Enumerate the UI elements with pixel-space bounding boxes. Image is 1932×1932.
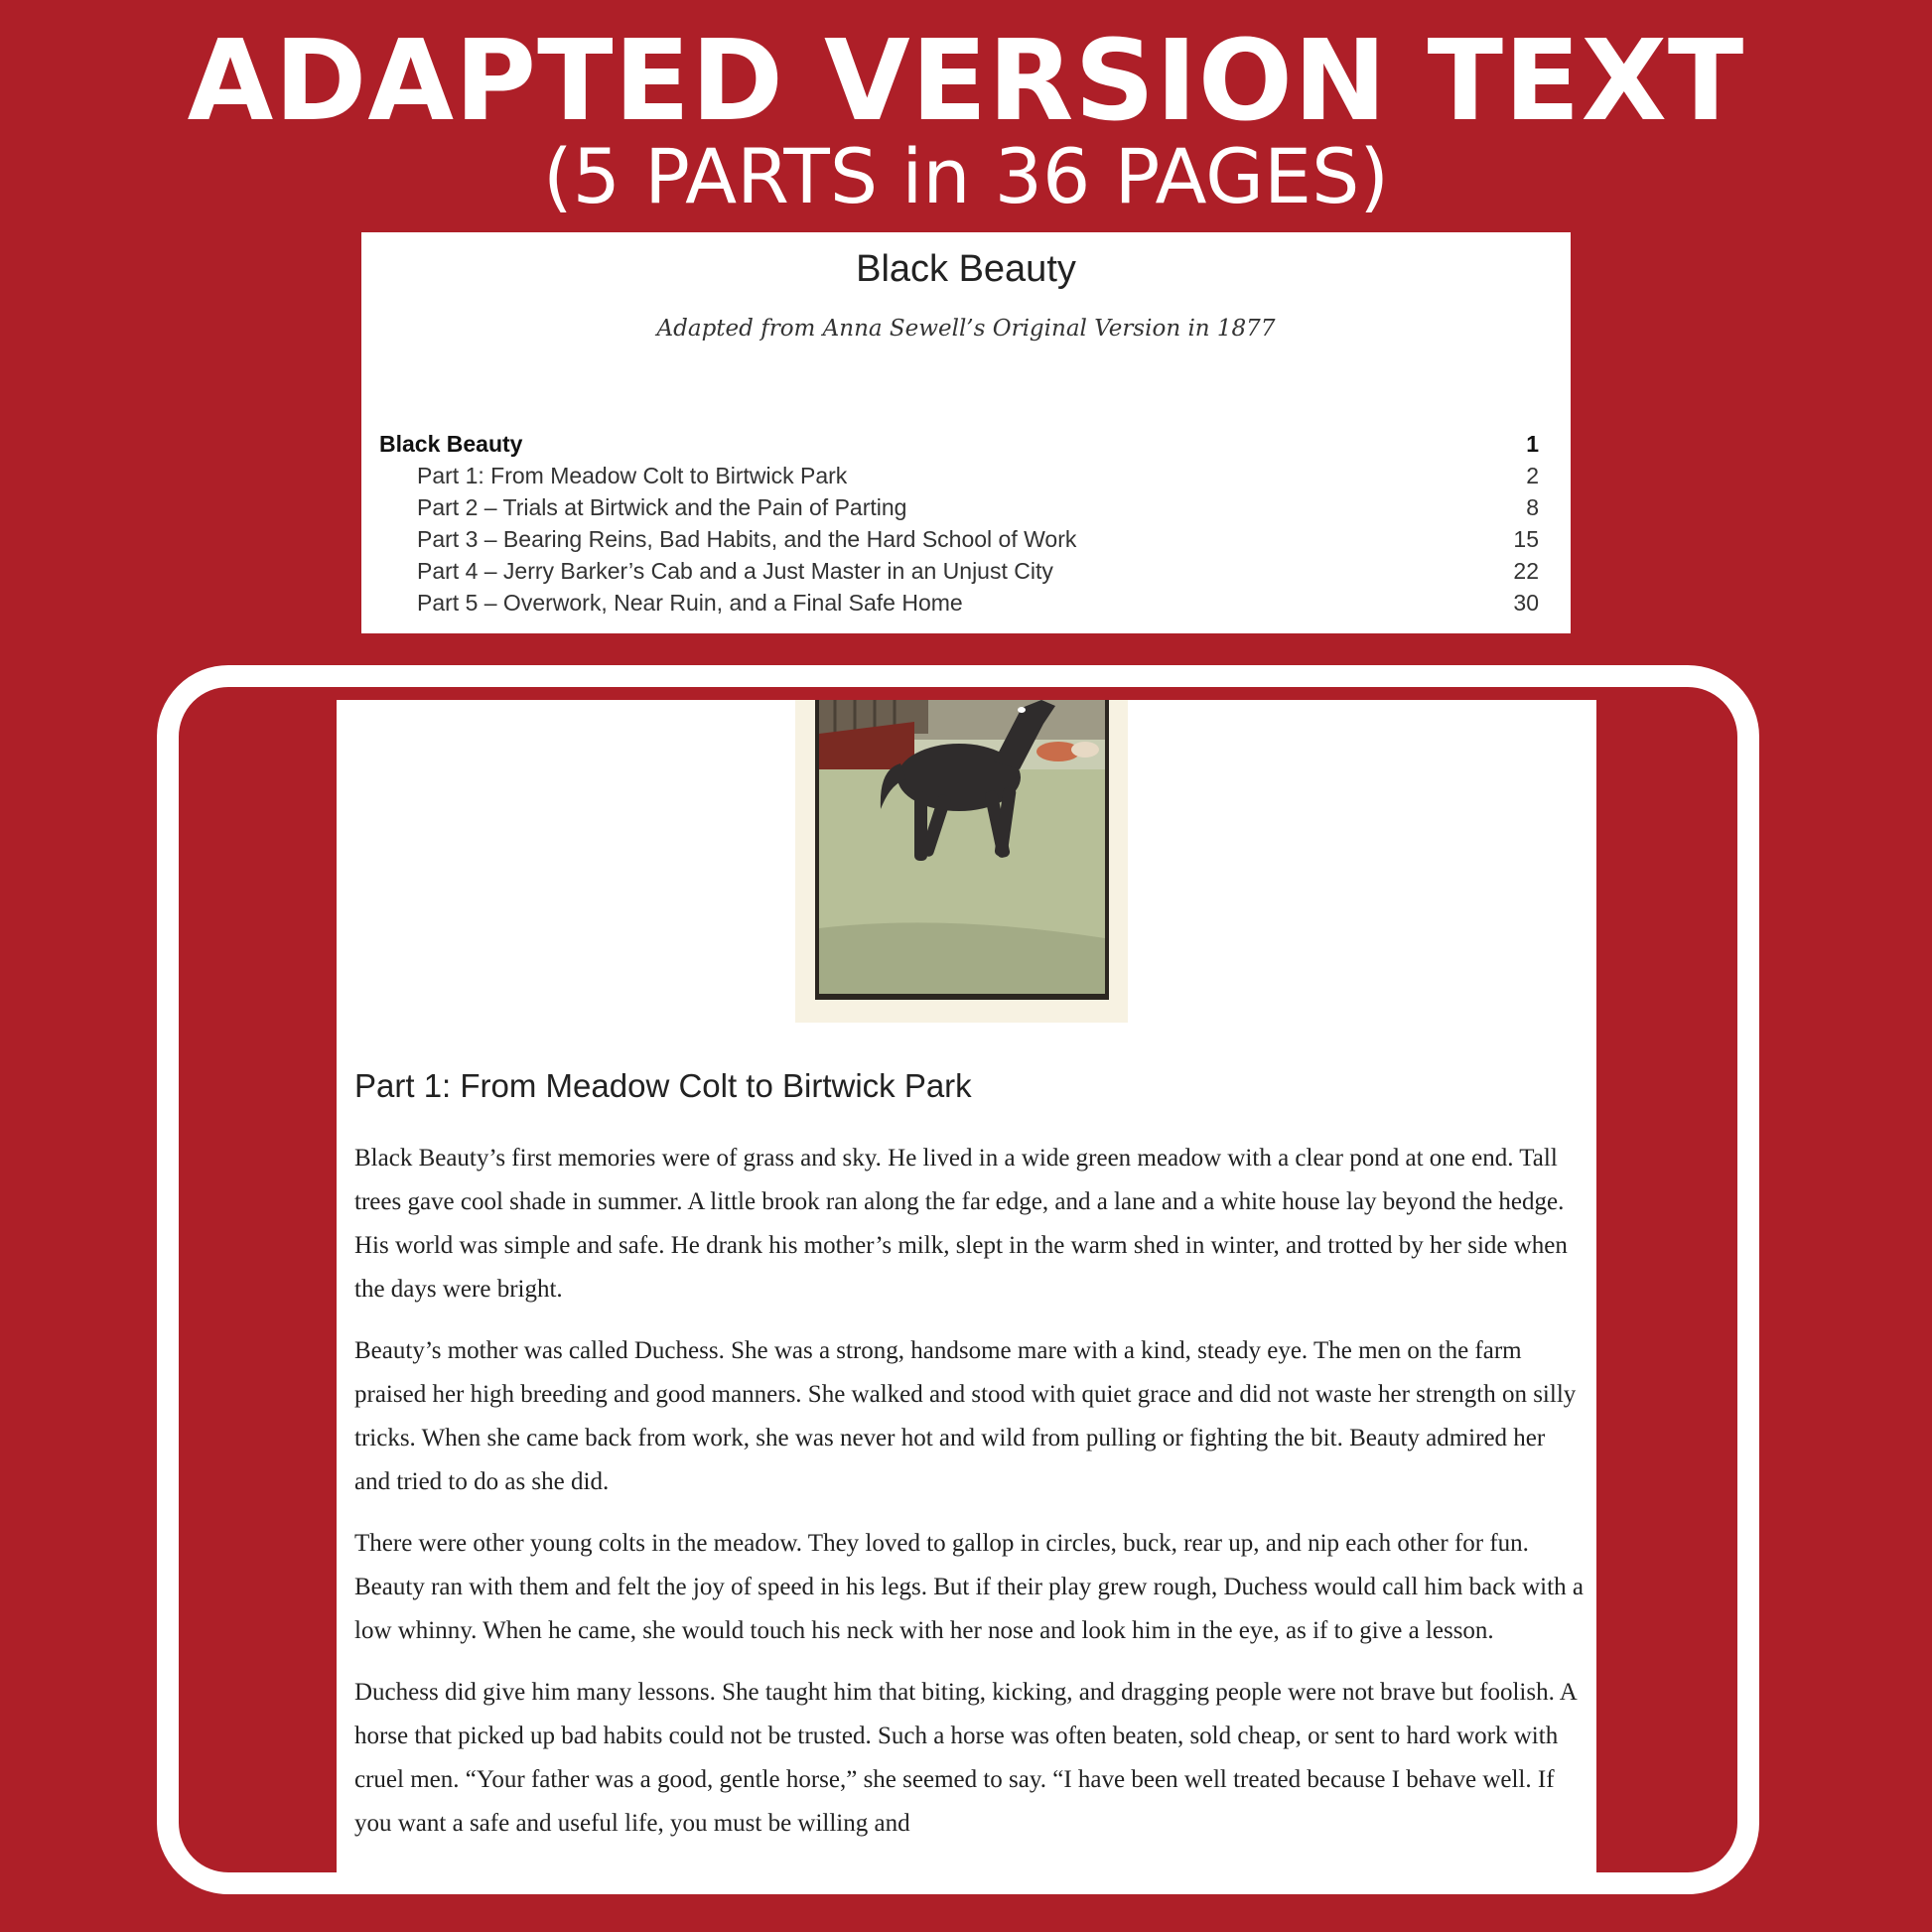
body-text [354, 1137, 1586, 1863]
toc-entry-title: Part 3 – Bearing Reins, Bad Habits, and the Hard School of Work [417, 526, 1077, 552]
toc-list [379, 428, 1553, 619]
toc-entry-part-5 [379, 587, 1553, 619]
toc-entry-page: 15 [1513, 526, 1539, 552]
paragraph: Beauty’s mother was called Duchess. She was a strong, handsome mare with a kind, steady eye. The men on the farm praised her high breeding and good manners. She walked and stood with quiet grace and did not waste her strength on silly tricks. When she came back from work, she was never hot and wild from pulling or fighting the bit. Beauty admired her and tried to do as she did. [354, 1337, 1577, 1495]
toc-entry-title: Part 2 – Trials at Birtwick and the Pain of Parting [417, 494, 907, 520]
headline: ADAPTED VERSION TEXT [187, 17, 1745, 146]
subheadline: (5 PARTS in 36 PAGES) [543, 132, 1389, 220]
document-title: Black Beauty [856, 248, 1076, 290]
toc-entry-page: 22 [1513, 558, 1539, 584]
paragraph: There were other young colts in the meadow. They loved to gallop in circles, buck, rear up, and nip each other for fun. Beauty ran with them and felt the joy of speed in his legs. But if their play grew rough, Duchess would call him back with a low whinny. When he came, she would touch his neck with her nose and look him in the eye, as if to give a lesson. [354, 1530, 1584, 1644]
page-preview [337, 700, 1596, 1877]
toc-entry-part-1 [379, 460, 1553, 491]
horse-illustration [795, 700, 1128, 1023]
toc-entry-title: Black Beauty [379, 431, 523, 457]
paragraph: Black Beauty’s first memories were of grass and sky. He lived in a wide green meadow with a clear pond at one end. Tall trees gave cool shade in summer. A little brook ran along the far edge, and a lane and a white house lay beyond the hedge. His world was simple and safe. He drank his mother’s milk, slept in the warm shed in winter, and trotted by her side when the days were bright. [354, 1145, 1568, 1303]
toc-entry-part-4 [379, 555, 1553, 587]
part-heading: Part 1: From Meadow Colt to Birtwick Park [354, 1067, 972, 1104]
document-subtitle: Adapted from Anna Sewell’s Original Version in 1877 [656, 316, 1276, 342]
horse-illustration-image [795, 700, 1128, 1023]
paragraph: Duchess did give him many lessons. She taught him that biting, kicking, and dragging people were not brave but foolish. A horse that picked up bad habits could not be trusted. Such a horse was often beaten, sold cheap, or sent to hard work with cruel men. “Your father was a good, gentle horse,” she seemed to say. “I have been well treated because I behave well. If you want a safe and useful life, you must be willing and [354, 1679, 1577, 1837]
toc-entry-page: 1 [1526, 431, 1539, 457]
toc-entry-page: 8 [1526, 494, 1539, 520]
toc-entry-title: Part 4 – Jerry Barker’s Cab and a Just Master in an Unjust City [417, 558, 1053, 584]
table-of-contents-card [361, 232, 1571, 633]
toc-entry-page: 2 [1526, 463, 1539, 488]
toc-entry-page: 30 [1513, 590, 1539, 616]
toc-entry-part-3 [379, 523, 1553, 555]
toc-entry-main [379, 428, 1553, 460]
toc-entry-part-2 [379, 491, 1553, 523]
toc-entry-title: Part 5 – Overwork, Near Ruin, and a Final Safe Home [417, 590, 963, 616]
toc-entry-title: Part 1: From Meadow Colt to Birtwick Park [417, 463, 848, 488]
